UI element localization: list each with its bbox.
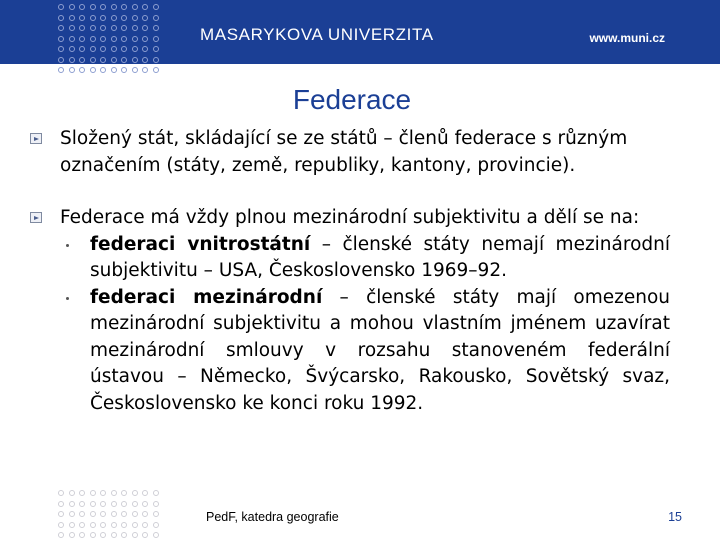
dot-pattern-dot: [79, 511, 85, 517]
dot-pattern-dot: [111, 25, 117, 31]
dot-pattern-dot: [121, 46, 127, 52]
dot-pattern-dot: [69, 501, 75, 507]
dot-pattern-dot: [132, 490, 138, 496]
dot-pattern-dot: [79, 501, 85, 507]
dot-pattern-dot: [79, 532, 85, 538]
dot-pattern-dot: [79, 67, 85, 73]
dot-pattern-dot: [58, 67, 64, 73]
dot-pattern-dot: [79, 4, 85, 10]
page-number: 15: [668, 510, 682, 524]
dot-pattern-dot: [142, 490, 148, 496]
dot-pattern-dot: [79, 25, 85, 31]
dot-pattern-dot: [153, 67, 159, 73]
dot-pattern-dot: [153, 4, 159, 10]
dot-pattern-dot: [142, 46, 148, 52]
sub-item-2-desc: – členské státy mají omezenou mezinárodní subjektivitu a mohou vlastním jménem uzavírat mezinárodní smlouvy v rozsahu stanoveném federální ústavou – Německo, Švýcarsko, Rakousko, Sovětský svaz, Československo ke konci roku 1992.: [90, 286, 670, 414]
dot-pattern-dot: [69, 25, 75, 31]
dot-pattern-dot: [121, 4, 127, 10]
dot-pattern-dot: [142, 67, 148, 73]
dot-pattern-dot: [132, 522, 138, 528]
dot-pattern-dot: [153, 490, 159, 496]
dot-pattern-dot: [153, 57, 159, 63]
dot-pattern-dot: [58, 532, 64, 538]
dot-pattern-dot: [111, 36, 117, 42]
dot-pattern-dot: [79, 36, 85, 42]
paragraph-1-text: Složený stát, skládající se ze států – členů federace s různým označením (státy, země, republiky, kantony, provincie).: [60, 128, 628, 176]
dot-pattern-dot: [111, 501, 117, 507]
dot-pattern-dot: [69, 532, 75, 538]
dot-pattern-dot: [58, 490, 64, 496]
dot-pattern-dot: [111, 15, 117, 21]
dot-pattern-dot: [121, 25, 127, 31]
dot-bullet-icon: [66, 244, 69, 247]
dot-pattern-dot: [100, 490, 106, 496]
dot-pattern-dot: [90, 57, 96, 63]
dot-pattern-dot: [90, 25, 96, 31]
dot-pattern-dot: [153, 511, 159, 517]
sub-item-2: [60, 285, 670, 418]
paragraph-2-text: Federace má vždy plnou mezinárodní subjektivitu a dělí se na:: [60, 207, 640, 228]
dot-pattern-dot: [153, 25, 159, 31]
dot-pattern-dot: [100, 46, 106, 52]
dot-pattern-dot: [100, 532, 106, 538]
arrow-bullet-icon: [30, 212, 42, 223]
dot-pattern-dot: [100, 522, 106, 528]
dot-pattern-dot: [132, 67, 138, 73]
sub-item-1: [60, 232, 670, 285]
dot-pattern-dot: [100, 36, 106, 42]
dot-pattern-dot: [132, 501, 138, 507]
dot-pattern-dot: [79, 15, 85, 21]
dot-pattern-dot: [111, 532, 117, 538]
dot-pattern-dot: [142, 36, 148, 42]
dot-pattern-dot: [142, 511, 148, 517]
dot-pattern-dot: [111, 511, 117, 517]
dot-pattern-dot: [111, 46, 117, 52]
university-name: MASARYKOVA UNIVERZITA: [200, 25, 434, 44]
dot-pattern-dot: [90, 532, 96, 538]
sub-item-2-text: [90, 285, 670, 418]
dot-pattern-dot: [90, 4, 96, 10]
dot-pattern-dot: [58, 511, 64, 517]
dot-pattern-dot: [132, 46, 138, 52]
dot-bullet-icon: [66, 297, 69, 300]
sub-item-1-desc: – členské státy nemají mezinárodní subjektivitu – USA, Československo 1969–92.: [90, 233, 670, 281]
dot-pattern-dot: [69, 4, 75, 10]
dot-pattern-dot: [58, 25, 64, 31]
sub-item-1-text: [90, 232, 670, 285]
dot-pattern-dot: [121, 490, 127, 496]
dot-pattern-dot: [142, 4, 148, 10]
dot-pattern-dot: [153, 501, 159, 507]
slide-body: [30, 126, 670, 417]
dot-pattern-dot: [69, 46, 75, 52]
dot-pattern-dot: [100, 25, 106, 31]
page-title: [0, 84, 720, 116]
dot-pattern-dot: [58, 57, 64, 63]
dot-pattern-dot: [142, 532, 148, 538]
dot-pattern-dot: [100, 67, 106, 73]
dot-pattern-dot: [153, 46, 159, 52]
dot-pattern-dot: [58, 36, 64, 42]
dot-pattern-dot: [111, 522, 117, 528]
dot-pattern-dot: [90, 522, 96, 528]
dot-pattern-dot: [121, 532, 127, 538]
dot-pattern-dot: [58, 46, 64, 52]
dot-pattern-dot: [69, 522, 75, 528]
dot-pattern-dot: [90, 15, 96, 21]
dot-pattern-dot: [132, 4, 138, 10]
dot-pattern-dot: [142, 522, 148, 528]
dot-pattern-dot: [79, 522, 85, 528]
dot-pattern-dot: [69, 15, 75, 21]
dot-pattern-dot: [132, 25, 138, 31]
dot-pattern-dot: [111, 490, 117, 496]
dot-pattern-dot: [100, 511, 106, 517]
dot-pattern-dot: [142, 15, 148, 21]
sub-item-2-term: federaci mezinárodní: [90, 286, 323, 308]
arrow-bullet-icon: [30, 133, 42, 144]
dot-pattern-dot: [100, 4, 106, 10]
dot-pattern-dot: [79, 57, 85, 63]
dot-pattern-footer: [58, 490, 163, 543]
dot-pattern-dot: [58, 501, 64, 507]
dot-pattern-dot: [121, 36, 127, 42]
dot-pattern-dot: [142, 25, 148, 31]
dot-pattern-dot: [79, 46, 85, 52]
dot-pattern-header: [58, 4, 163, 78]
dot-pattern-dot: [69, 36, 75, 42]
dot-pattern-dot: [111, 67, 117, 73]
dot-pattern-dot: [100, 15, 106, 21]
dot-pattern-dot: [121, 522, 127, 528]
dot-pattern-dot: [90, 511, 96, 517]
dot-pattern-dot: [153, 532, 159, 538]
dot-pattern-dot: [132, 511, 138, 517]
dot-pattern-dot: [153, 36, 159, 42]
dot-pattern-dot: [132, 532, 138, 538]
dot-pattern-dot: [142, 57, 148, 63]
dot-pattern-dot: [121, 511, 127, 517]
dot-pattern-dot: [90, 46, 96, 52]
dot-pattern-dot: [121, 501, 127, 507]
dot-pattern-dot: [132, 15, 138, 21]
dot-pattern-dot: [90, 501, 96, 507]
dot-pattern-dot: [90, 67, 96, 73]
paragraph-2: [30, 205, 670, 417]
footer-text: PedF, katedra geografie: [206, 510, 339, 524]
sub-item-1-term: federaci vnitrostátní: [90, 233, 311, 255]
dot-pattern-dot: [90, 36, 96, 42]
dot-pattern-dot: [111, 4, 117, 10]
dot-pattern-dot: [100, 501, 106, 507]
dot-pattern-dot: [121, 57, 127, 63]
dot-pattern-dot: [69, 490, 75, 496]
dot-pattern-dot: [69, 511, 75, 517]
dot-pattern-dot: [69, 67, 75, 73]
page-title-text: Federace: [292, 84, 412, 115]
dot-pattern-dot: [153, 522, 159, 528]
dot-pattern-dot: [121, 67, 127, 73]
paragraph-1: [30, 126, 670, 179]
dot-pattern-dot: [142, 501, 148, 507]
dot-pattern-dot: [121, 15, 127, 21]
dot-pattern-dot: [69, 57, 75, 63]
dot-pattern-dot: [58, 15, 64, 21]
dot-pattern-dot: [58, 522, 64, 528]
dot-pattern-dot: [100, 57, 106, 63]
dot-pattern-dot: [58, 4, 64, 10]
dot-pattern-dot: [111, 57, 117, 63]
dot-pattern-dot: [90, 490, 96, 496]
dot-pattern-dot: [153, 15, 159, 21]
dot-pattern-dot: [132, 36, 138, 42]
university-website: www.muni.cz: [589, 31, 665, 45]
dot-pattern-dot: [132, 57, 138, 63]
dot-pattern-dot: [79, 490, 85, 496]
